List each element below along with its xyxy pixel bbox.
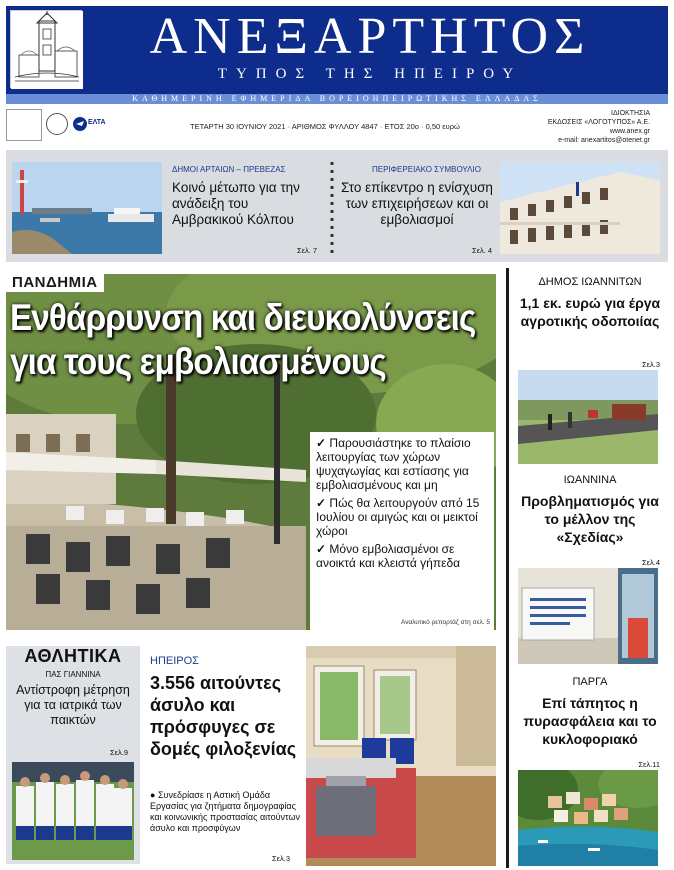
rc-headline[interactable]: Προβληματισμός για το μέλλον της «Σχεδίας»: [521, 493, 659, 545]
rc-page-ref: Σελ.3: [642, 360, 660, 369]
check-icon: ✓: [316, 436, 327, 450]
newspaper-title: ΑΝΕΞΑΡΤΗΤΟΣ: [149, 8, 591, 65]
sports-headline[interactable]: Αντίστροφη μέτρηση για τα ιατρικά των παικτών: [16, 683, 130, 727]
check-icon: ✓: [316, 542, 327, 556]
rc-headline[interactable]: Επί τάπητος η πυρασφάλεια και το κυκλοφοριακό: [523, 695, 657, 747]
teaser-headline[interactable]: Κοινό μέτωπο για την ανάδειξη του Αμβρακικού Κόλπου: [172, 180, 300, 227]
epirus-bullet: ● Συνεδρίασε η Αστική Ομάδα Εργασίας για ζητήματα δημογραφίας και κοινωνικής προστασίας αιτούντων άσυλο και προσφύγων: [150, 790, 300, 833]
bullet-item: ✓ Μόνο εμβολιασμένοι σε ανοικτά και κλειστά γήπεδα: [316, 542, 461, 570]
teaser-building-photo: [500, 162, 660, 254]
teaser-page-ref: Σελ. 4: [472, 246, 493, 255]
sports-title: ΑΘΛΗΤΙΚΑ: [24, 646, 122, 666]
rc-page-ref: Σελ.4: [642, 558, 660, 567]
issue-date-line: ΤΕΤΑΡΤΗ 30 ΙΟΥΝΙΟΥ 2021 · ΑΡΙΘΜΟΣ ΦΥΛΛΟΥ 4847 · ΕΤΟΣ 20ο · 0,50 ευρώ: [190, 122, 460, 131]
main-headline[interactable]: [10, 296, 496, 384]
elta-label: ΕΛΤΑ: [88, 119, 106, 126]
teaser-dotted-divider: [330, 162, 334, 254]
postal-seal-icon: [46, 113, 68, 135]
rc-label: ΠΑΡΓΑ: [572, 676, 608, 688]
rc-label: ΔΗΜΟΣ ΙΩΑΝΝΙΤΩΝ: [538, 276, 642, 288]
newspaper-tagline: ΚΑΘΗΜΕΡΙΝΗ ΕΦΗΜΕΡΙΔΑ ΒΟΡΕΙΟΗΠΕΙΡΩΤΙΚΗΣ ΕΛΛΑΔΑΣ: [6, 94, 668, 104]
check-icon: ✓: [316, 496, 327, 510]
epirus-page-ref: Σελ.3: [272, 854, 290, 863]
publisher-info: [480, 109, 650, 145]
reception-room-photo: [306, 646, 496, 866]
sports-page-ref: Σελ.9: [110, 748, 128, 757]
bullet-item: ✓ Παρουσιάστηκε το πλαίσιο λειτουργίας των χώρων ψυχαγωγίας και εστίασης για εμβολιασμένους και μη: [316, 436, 471, 492]
football-players-photo: [12, 762, 134, 860]
epirus-label: ΗΠΕΙΡΟΣ: [150, 655, 199, 667]
section-tag: ΠΑΝΔΗΜΙΑ: [6, 274, 104, 292]
skedia-sign-photo: [518, 568, 658, 664]
teaser-headline[interactable]: Στο επίκεντρο η ενίσχυση των επιχειρήσεων και οι εμβολιασμοί: [341, 180, 493, 227]
epirus-headline[interactable]: 3.556 αιτούντες άσυλο και πρόσφυγες σε δομές φιλοξενίας: [150, 673, 297, 759]
report-page-ref: Αναλυτικό ρεπορτάζ στη σελ. 5: [401, 619, 490, 626]
teaser-page-ref: Σελ. 7: [297, 246, 318, 255]
sports-club: ΠΑΣ ΓΙΑΝΝΙΝΑ: [45, 670, 101, 679]
postal-info-box: [6, 109, 42, 141]
teaser-harbor-photo: [12, 162, 162, 254]
teaser-label: ΠΕΡΙΦΕΡΕΙΑΚΟ ΣΥΜΒΟΥΛΙΟ: [372, 165, 481, 174]
email[interactable]: e-mail: anexartitos@otenet.gr: [558, 137, 650, 144]
rc-headline[interactable]: 1,1 εκ. ευρώ για έργα αγροτικής οδοποιίας: [519, 295, 661, 329]
newspaper-subtitle: ΤΥΠΟΣ ΤΗΣ ΗΠΕΙΡΟΥ: [217, 66, 523, 82]
rc-page-ref: Σελ.11: [638, 760, 660, 769]
church-tower-icon: [11, 11, 83, 89]
bullet-dot-icon: ●: [150, 790, 156, 800]
road-works-photo: [518, 370, 658, 464]
teaser-label: ΔΗΜΟΙ ΑΡΤΑΙΩΝ – ΠΡΕΒΕΖΑΣ: [172, 165, 286, 174]
bullet-item: ✓ Πώς θα λειτουργούν από 15 Ιουλίου οι αμιγώς και οι μεικτοί χώροι: [316, 496, 480, 538]
main-headline-line1: Ενθάρρυνση και διευκολύνσεις: [10, 297, 476, 338]
publisher-line1: ΙΔΙΟΚΤΗΣΙΑ: [611, 110, 650, 117]
column-divider: [506, 268, 509, 868]
main-headline-line2: για τους εμβολιασμένους: [10, 341, 386, 382]
website[interactable]: www.anex.gr: [609, 128, 650, 135]
newspaper-logo: [10, 10, 82, 88]
elta-logo: [72, 113, 104, 135]
rc-label: ΙΩΑΝΝΙΝΑ: [563, 474, 617, 486]
parga-photo: [518, 770, 658, 866]
publisher-line2: ΕΚΔΟΣΕΙΣ «ΛΟΓΟΤΥΠΟΣ» Α.Ε.: [547, 119, 650, 126]
main-story-bullets: [310, 432, 494, 630]
